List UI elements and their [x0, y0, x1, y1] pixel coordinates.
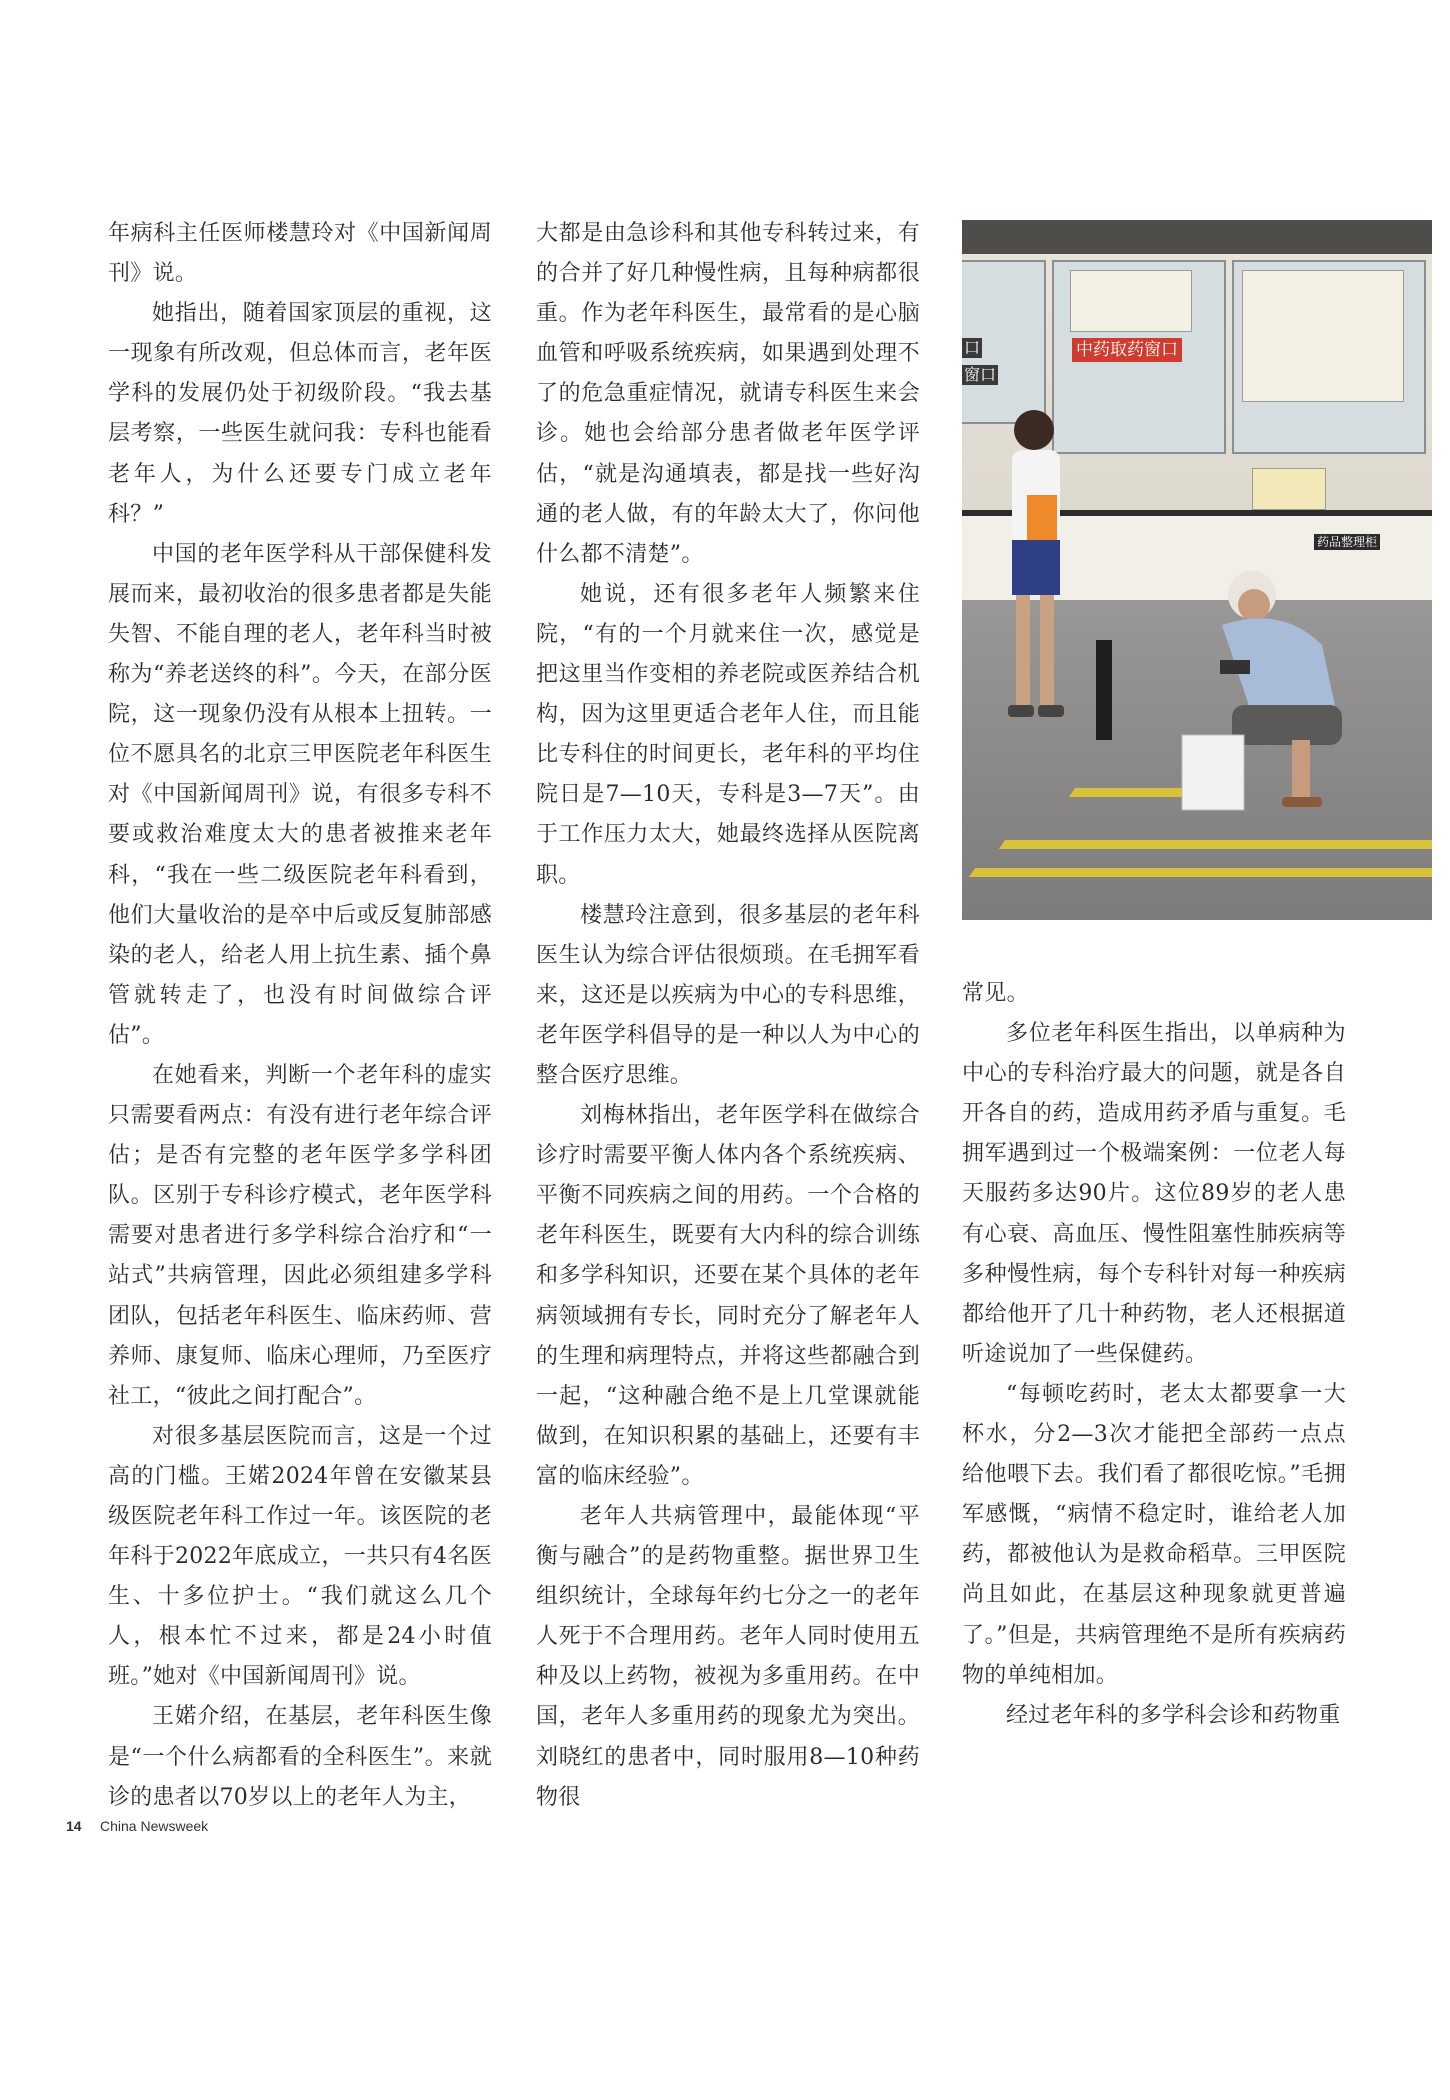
- counter-sign: [1252, 468, 1326, 510]
- paragraph: 王婼介绍，在基层，老年科医生像是“一个什么病都看的全科医生”。来就诊的患者以70岁以上的老年人为主，: [108, 1704, 492, 1810]
- floor-line: [969, 868, 1432, 877]
- elderly-man-figure: [1162, 565, 1382, 825]
- paragraph: 大都是由急诊科和其他专科转过来，有的合并了好几种慢性病，且每种病都很重。作为老年科医生，最常看的是心脑血管和呼吸系统疾病，如果遇到处理不了的危急重症情况，就请专科医生来会诊。她也会给部分患者做老年医学评估，“就是沟通填表，都是找一些好沟通的老人做，有的年龄太大了，你问他什么都不清楚”。: [536, 221, 920, 567]
- article-column-1: [108, 214, 492, 1818]
- paragraph: 她说，还有很多老年人频繁来住院，“有的一个月就来住一次，感觉是把这里当作变相的养老院或医养结合机构，因为这里更适合老年人住，而且能比专科住的时间更长，老年科的平均住院日是7—10天，专科是3—7天”。由于工作压力太大，她最终选择从医院离职。: [536, 581, 920, 888]
- paragraph: 年病科主任医师楼慧玲对《中国新闻周刊》说。: [108, 221, 492, 287]
- page-number: 14: [66, 1818, 82, 1834]
- paragraph: “每顿吃药时，老太太都要拿一大杯水，分2—3次才能把全部药一点点给他喂下去。我们看了都很吃惊。”毛拥军感慨，“病情不稳定时，谁给老人加药，都被他认为是救命稻草。三甲医院尚且如此，在基层这种现象就更普遍了。”但是，共病管理绝不是所有疾病药物的单纯相加。: [962, 1381, 1346, 1688]
- article-column-2: [536, 214, 920, 1818]
- floor-line: [999, 840, 1432, 849]
- paragraph: 刘梅林指出，老年医学科在做综合诊疗时需要平衡人体内各个系统疾病、平衡不同疾病之间的用药。一个合格的老年科医生，既要有大内科的综合训练和多学科知识，还要在某个具体的老年病领域拥有专长，同时充分了解老年人的生理和病理特点，并将这些都融合到一起，“这种融合绝不是上几堂课就能做到，在知识积累的基础上，还要有丰富的临床经验”。: [536, 1103, 920, 1489]
- counter-label: 药品整理柜: [1314, 534, 1380, 550]
- pharmacy-window-sign: 中药取药窗口: [1072, 338, 1182, 362]
- window-sign-fragment: 口: [964, 338, 981, 357]
- paragraph: 常见。: [962, 981, 1029, 1006]
- bollard: [1096, 640, 1112, 740]
- paragraph: 在她看来，判断一个老年科的虚实只需要看两点：有没有进行老年综合评估；是否有完整的老年医学多学科团队。区别于专科诊疗模式，老年医学科需要对患者进行多学科综合治疗和“一站式”共病管理，因此必须组建多学科团队，包括老年科医生、临床药师、营养师、康复师、临床心理师，乃至医疗社工，“彼此之间打配合”。: [108, 1062, 492, 1409]
- ceiling-band: [962, 220, 1432, 254]
- paragraph: 她指出，随着国家顶层的重视，这一现象有所改观，但总体而言，老年医学科的发展仍处于初级阶段。“我去基层考察，一些医生就问我：专科也能看老年人，为什么还要专门成立老年科？”: [108, 301, 492, 527]
- hospital-pharmacy-photo: [962, 220, 1432, 920]
- article-column-3: [962, 974, 1346, 1736]
- paragraph: 对很多基层医院而言，这是一个过高的门槛。王婼2024年曾在安徽某县级医院老年科工作过一年。该医院的老年科于2022年底成立，一共只有4名医生、十多位护士。“我们就这么几个人，根本忙不过来，都是24小时值班。”她对《中国新闻周刊》说。: [108, 1423, 492, 1690]
- paragraph: 中国的老年医学科从干部保健科发展而来，最初收治的很多患者都是失能失智、不能自理的老人，老年科当时被称为“养老送终的科”。今天，在部分医院，这一现象仍没有从根本上扭转。一位不愿具名的北京三甲医院老年科医生对《中国新闻周刊》说，有很多专科不要或救治难度太大的患者被推来老年科，“我在一些二级医院老年科看到，他们大量收治的是卒中后或反复肺部感染的老人，给老人用上抗生素、插个鼻管就转走了，也没有时间做综合评估”。: [108, 541, 492, 1048]
- paragraph: 经过老年科的多学科会诊和药物重: [1006, 1702, 1341, 1728]
- notice-board: [1242, 270, 1404, 402]
- paragraph: 老年人共病管理中，最能体现“平衡与融合”的是药物重整。据世界卫生组织统计，全球每年约七分之一的老年人死于不合理用药。老年人同时使用五种及以上药物，被视为多重用药。在中国，老年人多重用药的现象尤为突出。刘晓红的患者中，同时服用8—10种药物很: [536, 1504, 920, 1810]
- paragraph: 多位老年科医生指出，以单病种为中心的专科治疗最大的问题，就是各自开各自的药，造成用药矛盾与重复。毛拥军遇到过一个极端案例：一位老人每天服药多达90片。这位89岁的老人患有心衰、高血压、慢性阻塞性肺疾病等多种慢性病，每个专科针对每一种疾病都给他开了几十种药物，老人还根据道听途说加了一些保健药。: [962, 1021, 1346, 1367]
- standing-man-figure: [982, 400, 1092, 740]
- notice-board: [1070, 270, 1192, 332]
- magazine-name: China Newsweek: [100, 1818, 209, 1834]
- window-sign-fragment: 窗口: [964, 365, 997, 384]
- paragraph: 楼慧玲注意到，很多基层的老年科医生认为综合评估很烦琐。在毛拥军看来，这还是以疾病为中心的专科思维，老年医学科倡导的是一种以人为中心的整合医疗思维。: [536, 902, 920, 1088]
